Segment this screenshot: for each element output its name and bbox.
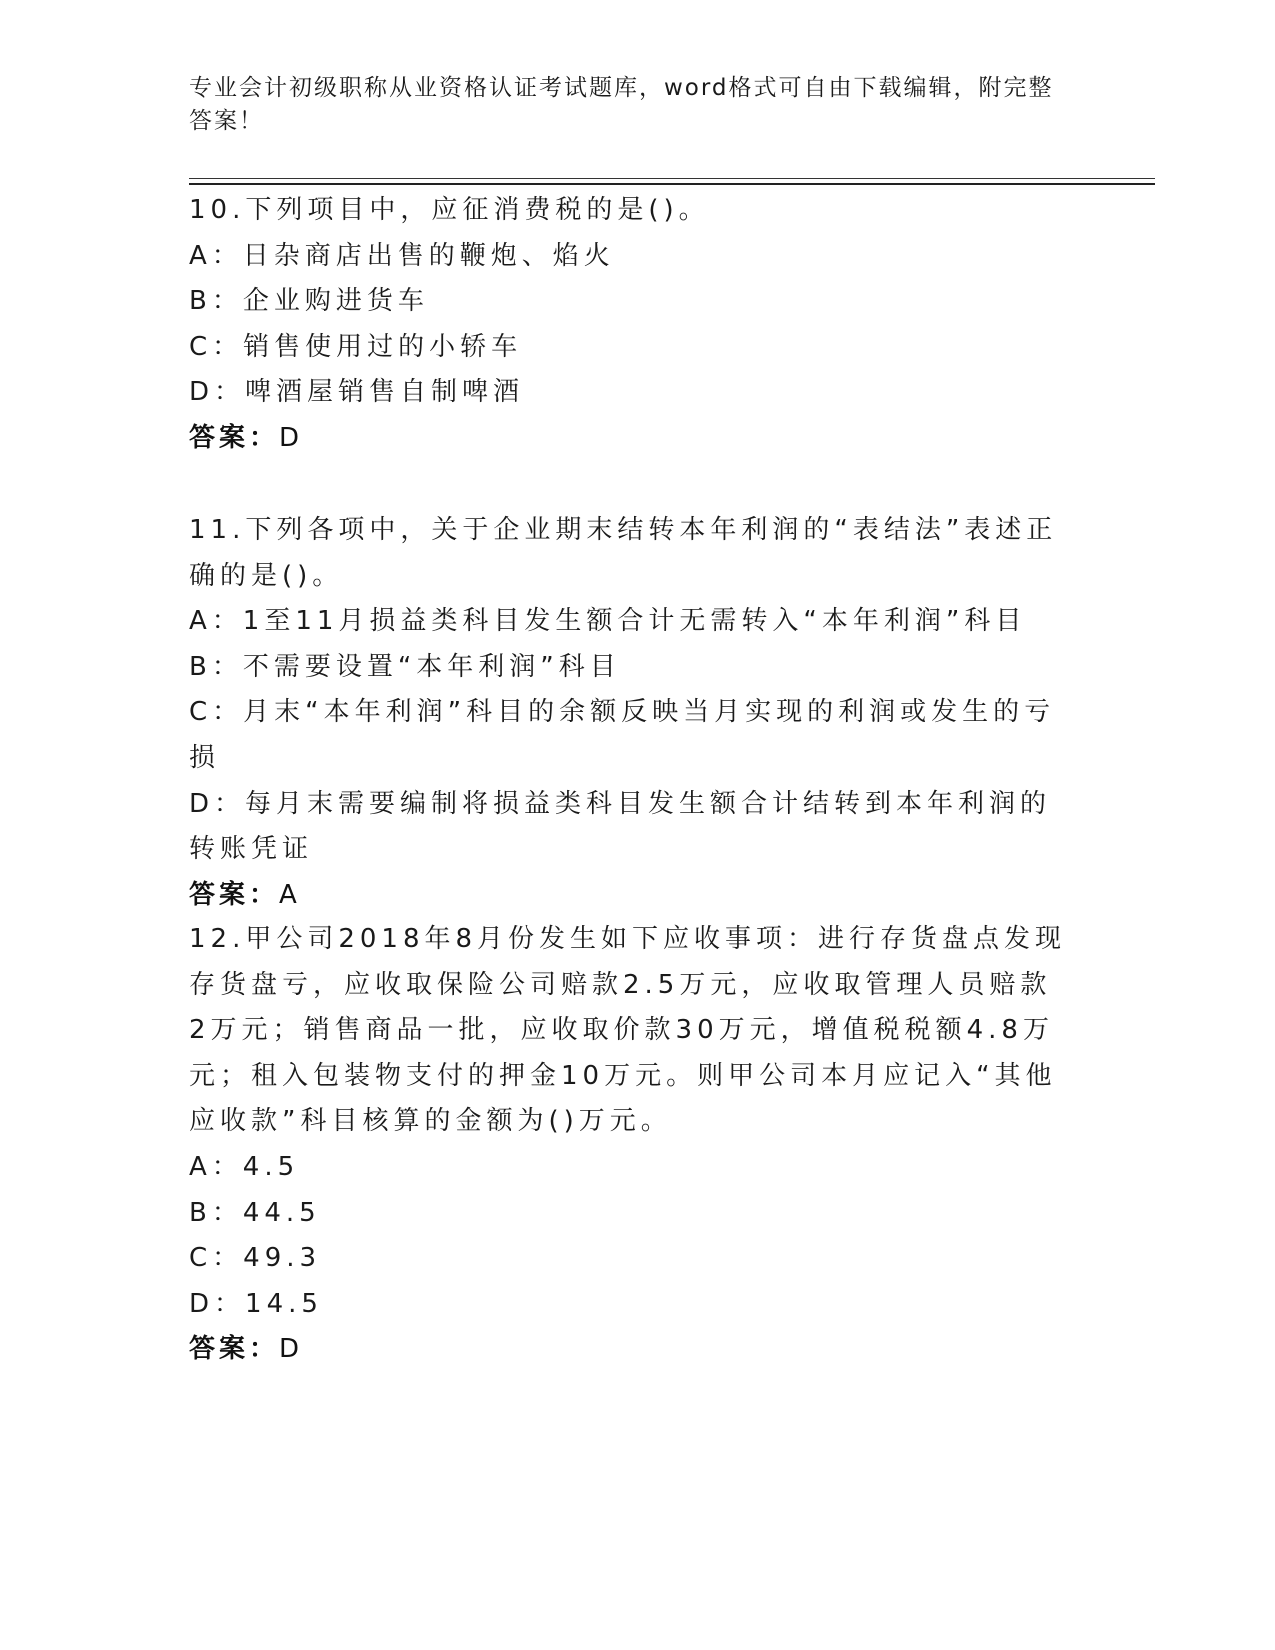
answer-label: 答案： <box>189 1334 280 1365</box>
option-b: B：44.5 <box>189 1197 321 1228</box>
option-b: B：企业购进货车 <box>189 286 429 317</box>
option-a: A：日杂商店出售的鞭炮、焰火 <box>189 240 615 271</box>
question-stem: 10.下列项目中，应征消费税的是()。 <box>189 195 710 225</box>
question-12 <box>189 917 1069 1373</box>
option-a: A：1至11月损益类科目发生额合计无需转入“本年利润”科目 <box>189 606 1027 637</box>
answer <box>189 1327 1069 1373</box>
header-divider-thick <box>189 183 1155 185</box>
answer-value: D <box>279 422 302 453</box>
answer <box>189 873 1069 919</box>
option-a: A：4.5 <box>189 1151 300 1182</box>
question-stem: 12.甲公司2018年8月份发生如下应收事项：进行存货盘点发现存货盘亏，应收取保险公司赔款2.5万元，应收取管理人员赔款2万元；销售商品一批，应收取价款30万元，增值税税额4.8万元；租入包装物支付的押金10万元。则甲公司本月应记入“其他应收款”科目核算的金额为()万元。 <box>189 924 1067 1137</box>
answer-label: 答案： <box>189 879 280 910</box>
option-d: D：啤酒屋销售自制啤酒 <box>189 377 525 408</box>
option-c: C：销售使用过的小轿车 <box>189 331 523 362</box>
option-c: C：49.3 <box>189 1243 322 1274</box>
answer-value: A <box>279 879 299 910</box>
option-b: B：不需要设置“本年利润”科目 <box>189 651 621 682</box>
question-10 <box>189 188 1069 462</box>
answer-value: D <box>279 1334 302 1365</box>
option-d: D：14.5 <box>189 1288 323 1319</box>
page-header: 专业会计初级职称从业资格认证考试题库，word格式可自由下载编辑，附完整答案！ <box>189 75 1054 134</box>
answer <box>189 416 1069 462</box>
option-d: D：每月末需要编制将损益类科目发生额合计结转到本年利润的转账凭证 <box>189 788 1052 865</box>
question-11 <box>189 508 1069 918</box>
option-c: C：月末“本年利润”科目的余额反映当月实现的利润或发生的亏损 <box>189 697 1056 773</box>
answer-label: 答案： <box>189 422 280 453</box>
header-divider-thin <box>189 178 1155 179</box>
question-stem: 11.下列各项中，关于企业期末结转本年利润的“表结法”表述正确的是()。 <box>189 515 1058 591</box>
